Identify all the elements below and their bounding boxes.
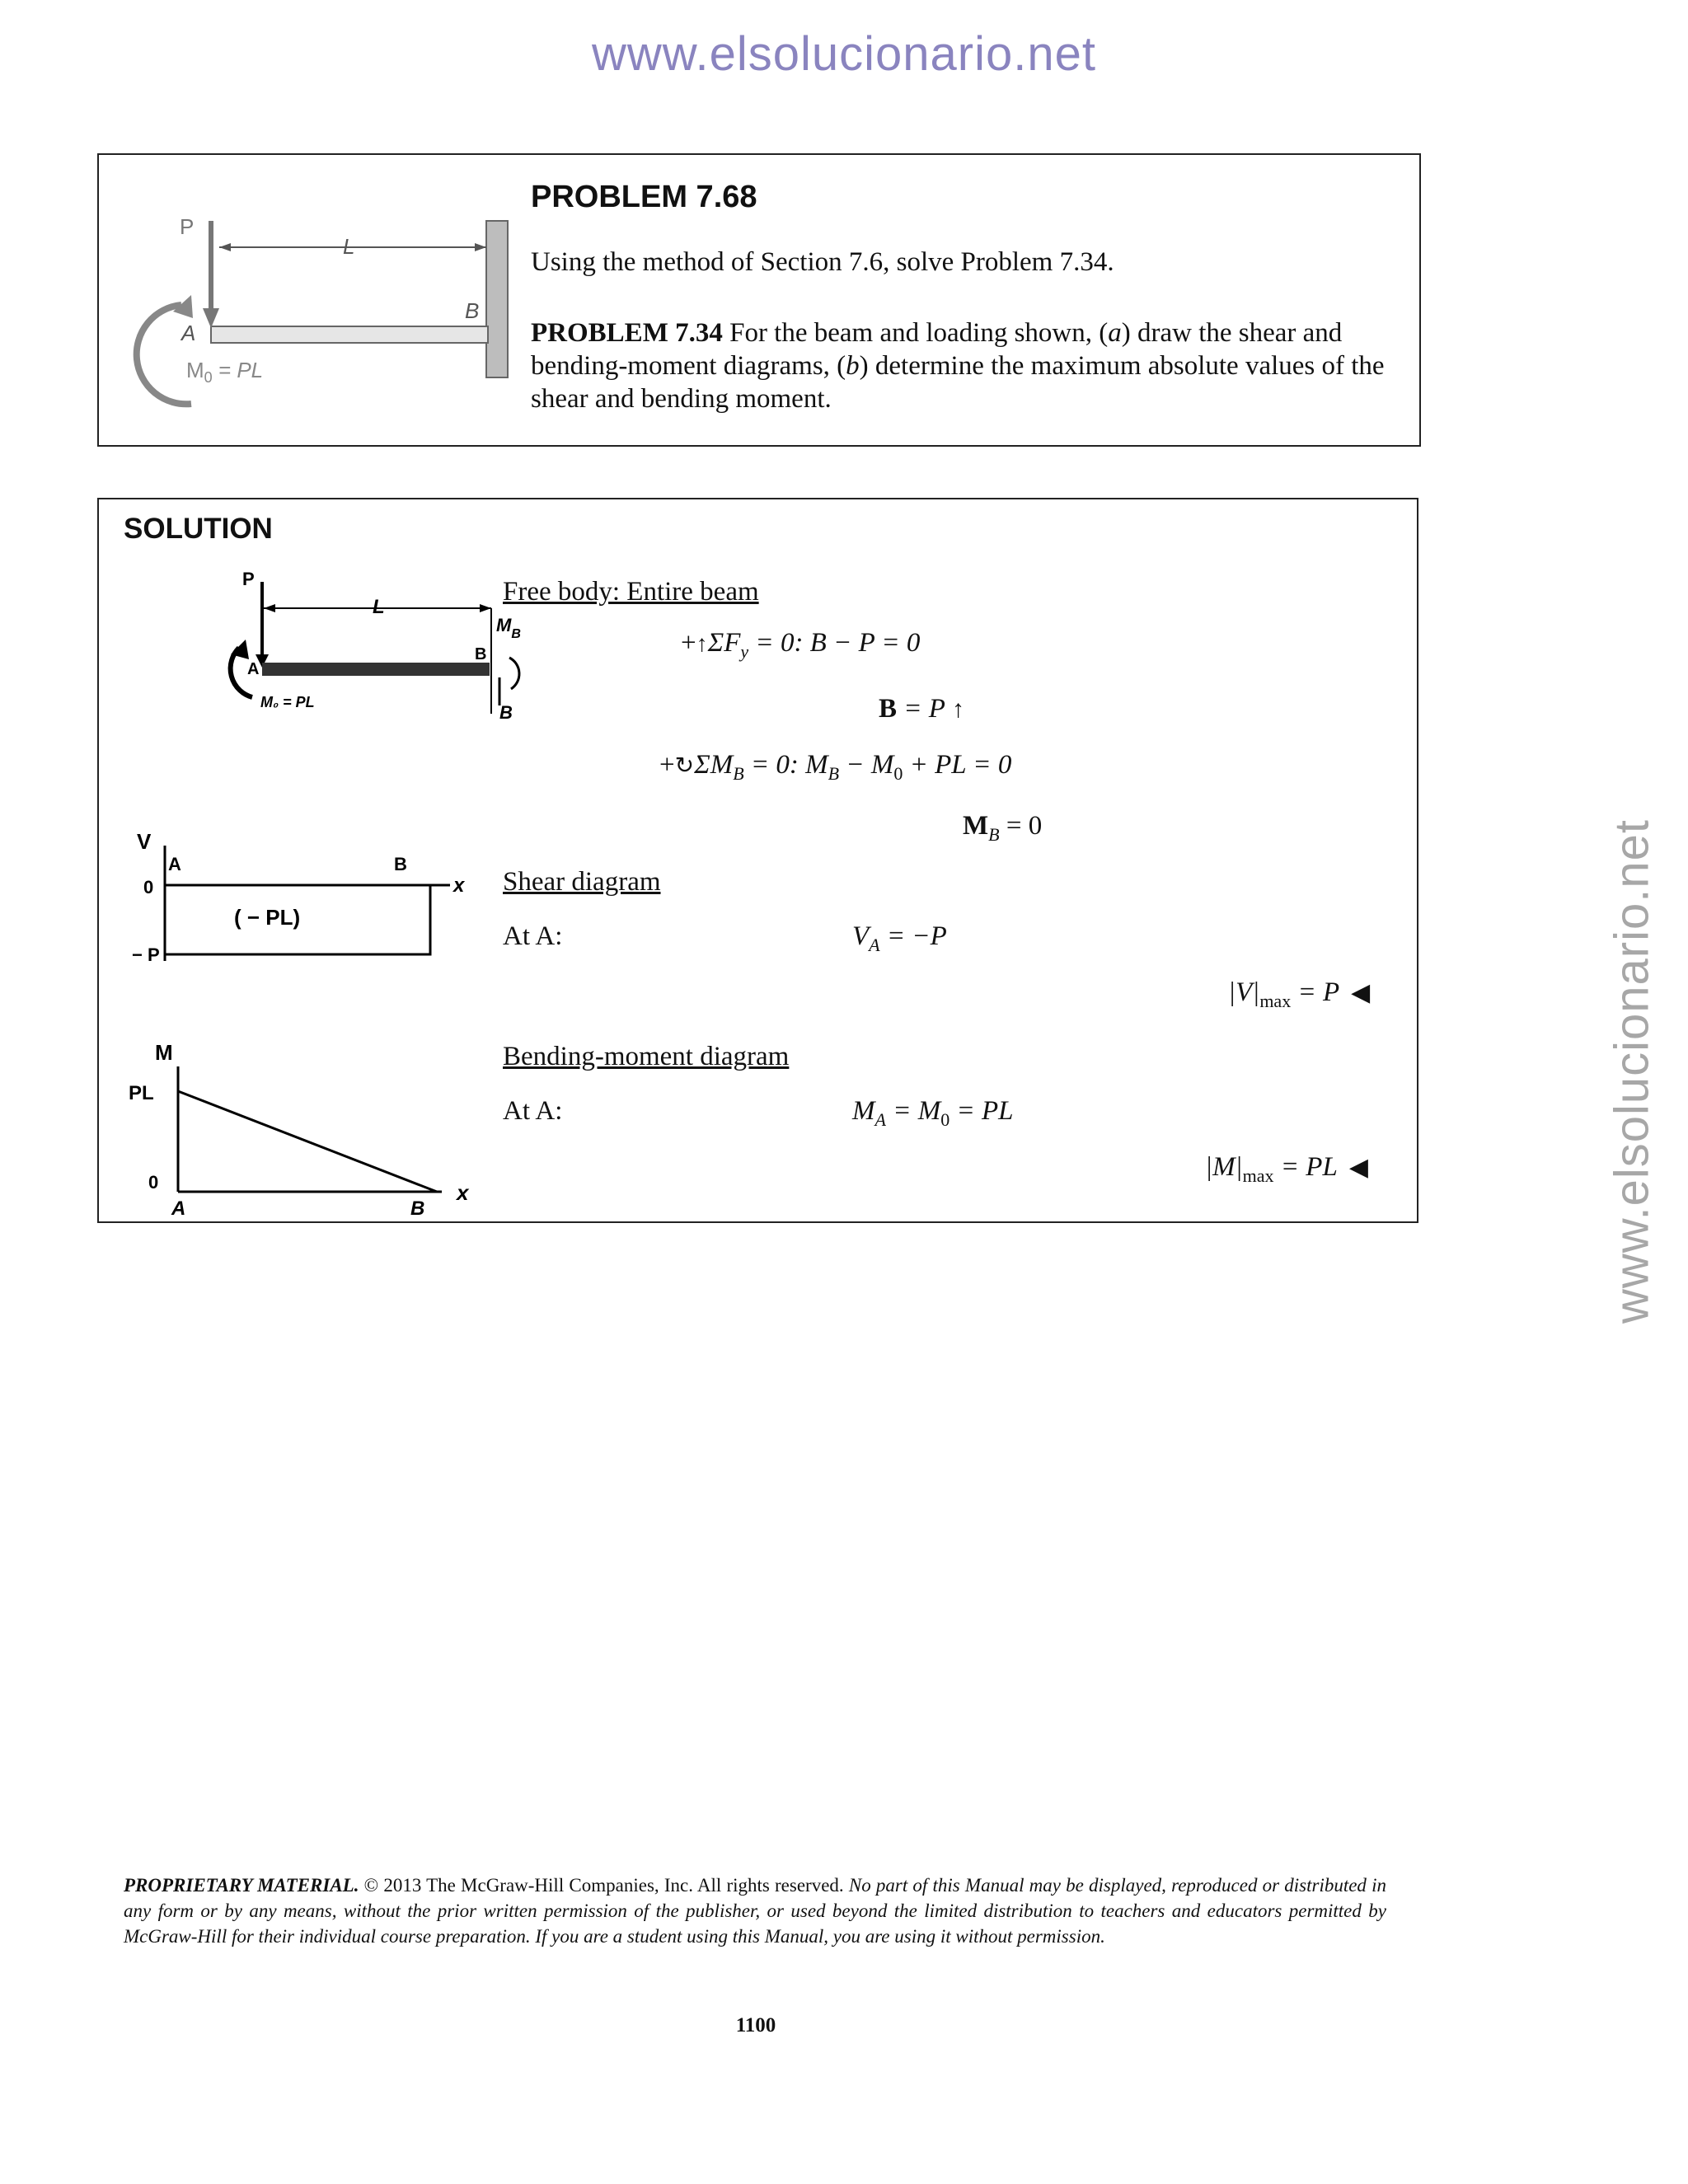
moment-at-a: At A: xyxy=(503,1096,563,1126)
moment-fig-a: A xyxy=(171,1197,186,1220)
fbd-l: L xyxy=(373,596,385,618)
moment-fig-zero: 0 xyxy=(148,1172,159,1193)
moment-fig-x: x xyxy=(457,1180,469,1205)
equation-b-result: B = P ↑ xyxy=(879,694,964,724)
watermark-top: www.elsolucionario.net xyxy=(592,27,1096,81)
page-number: 1100 xyxy=(735,2014,776,2036)
moment-fig-b: B xyxy=(410,1197,425,1220)
problem-box xyxy=(97,153,1421,447)
problem-reference: PROBLEM 7.34 For the beam and loading shown, (a) draw the shear and bending-moment diagrams, (b) determine the maximum absolute values of the shear and bending moment. xyxy=(531,318,1385,414)
fig-label-l: L xyxy=(343,234,355,259)
fig-label-a: A xyxy=(181,321,196,345)
moment-value: $M_A = M_0$ = PL xyxy=(852,1096,1014,1130)
shear-heading: Shear diagram xyxy=(503,867,661,897)
moment-fig-pl: PL xyxy=(129,1082,154,1104)
fig-label-b: B xyxy=(465,298,480,323)
fbd-mb: $M_B$ xyxy=(496,615,521,641)
watermark-side: www.elsolucionario.net xyxy=(1605,819,1659,1324)
shear-figure xyxy=(132,821,478,977)
problem-title: PROBLEM 7.68 xyxy=(531,180,757,214)
fbd-b: B xyxy=(475,645,487,663)
moment-heading: Bending-moment diagram xyxy=(503,1042,790,1071)
shear-fig-a: A xyxy=(168,854,181,874)
fbd-m0: M₀ = PL xyxy=(260,694,315,710)
shear-at-a: At A: xyxy=(503,921,563,951)
problem-statement: Using the method of Section 7.6, solve Problem 7.34. xyxy=(531,247,1114,277)
fig-label-p: P xyxy=(180,214,195,239)
wall xyxy=(486,221,508,377)
shear-fig-v: V xyxy=(137,829,152,854)
equation-sum-mb: $+↻\Sigma M_B = 0$: $M_B - M_0$ + PL = 0 xyxy=(659,750,1012,784)
shear-fig-x: x xyxy=(453,874,465,897)
shear-fig-b: B xyxy=(394,854,407,874)
moment-fig-m: M xyxy=(155,1040,173,1065)
shear-fig-neg-p: − P xyxy=(132,944,160,965)
shear-value: $V_A = -P$ xyxy=(852,921,947,955)
free-body-diagram xyxy=(115,557,521,723)
fbd-b-bottom: B xyxy=(499,702,513,723)
shear-fig-zero: 0 xyxy=(143,877,154,898)
shear-max: $|V|_{max} = P$ ◀ xyxy=(1228,977,1371,1011)
free-body-heading: Free body: Entire beam xyxy=(503,577,759,607)
load-arrowhead xyxy=(203,308,219,328)
footer-copyright: PROPRIETARY MATERIAL. © 2013 The McGraw-Hill Companies, Inc. All rights reserved. No part of this Manual may be displayed, reproduced or distributed in any form or by any means, without the prior written permission of the publisher, or used beyond the limited distribution to teachers and educators permitted by McGraw-Hill for their individual course preparation. If you are a student using this Manual, you are using it without permission. xyxy=(124,1875,1387,1947)
equation-sum-fy: $+↑\Sigma F_y = 0$: B − P = 0 xyxy=(681,628,921,662)
fig-label-m0: $M_0$ = PL xyxy=(186,358,264,386)
fbd-p: P xyxy=(242,569,255,589)
beam xyxy=(211,326,488,343)
moment-figure xyxy=(124,1027,503,1220)
solution-heading: SOLUTION xyxy=(124,513,273,545)
solution-box xyxy=(97,498,1418,1223)
problem-figure xyxy=(115,171,528,419)
shear-fig-label: ( − PL) xyxy=(234,905,301,930)
equation-mb-result: $M_B = 0$ xyxy=(963,811,1043,845)
fbd-a: A xyxy=(247,660,260,678)
moment-max: $|M|_{max}$ = PL ◀ xyxy=(1205,1152,1368,1186)
